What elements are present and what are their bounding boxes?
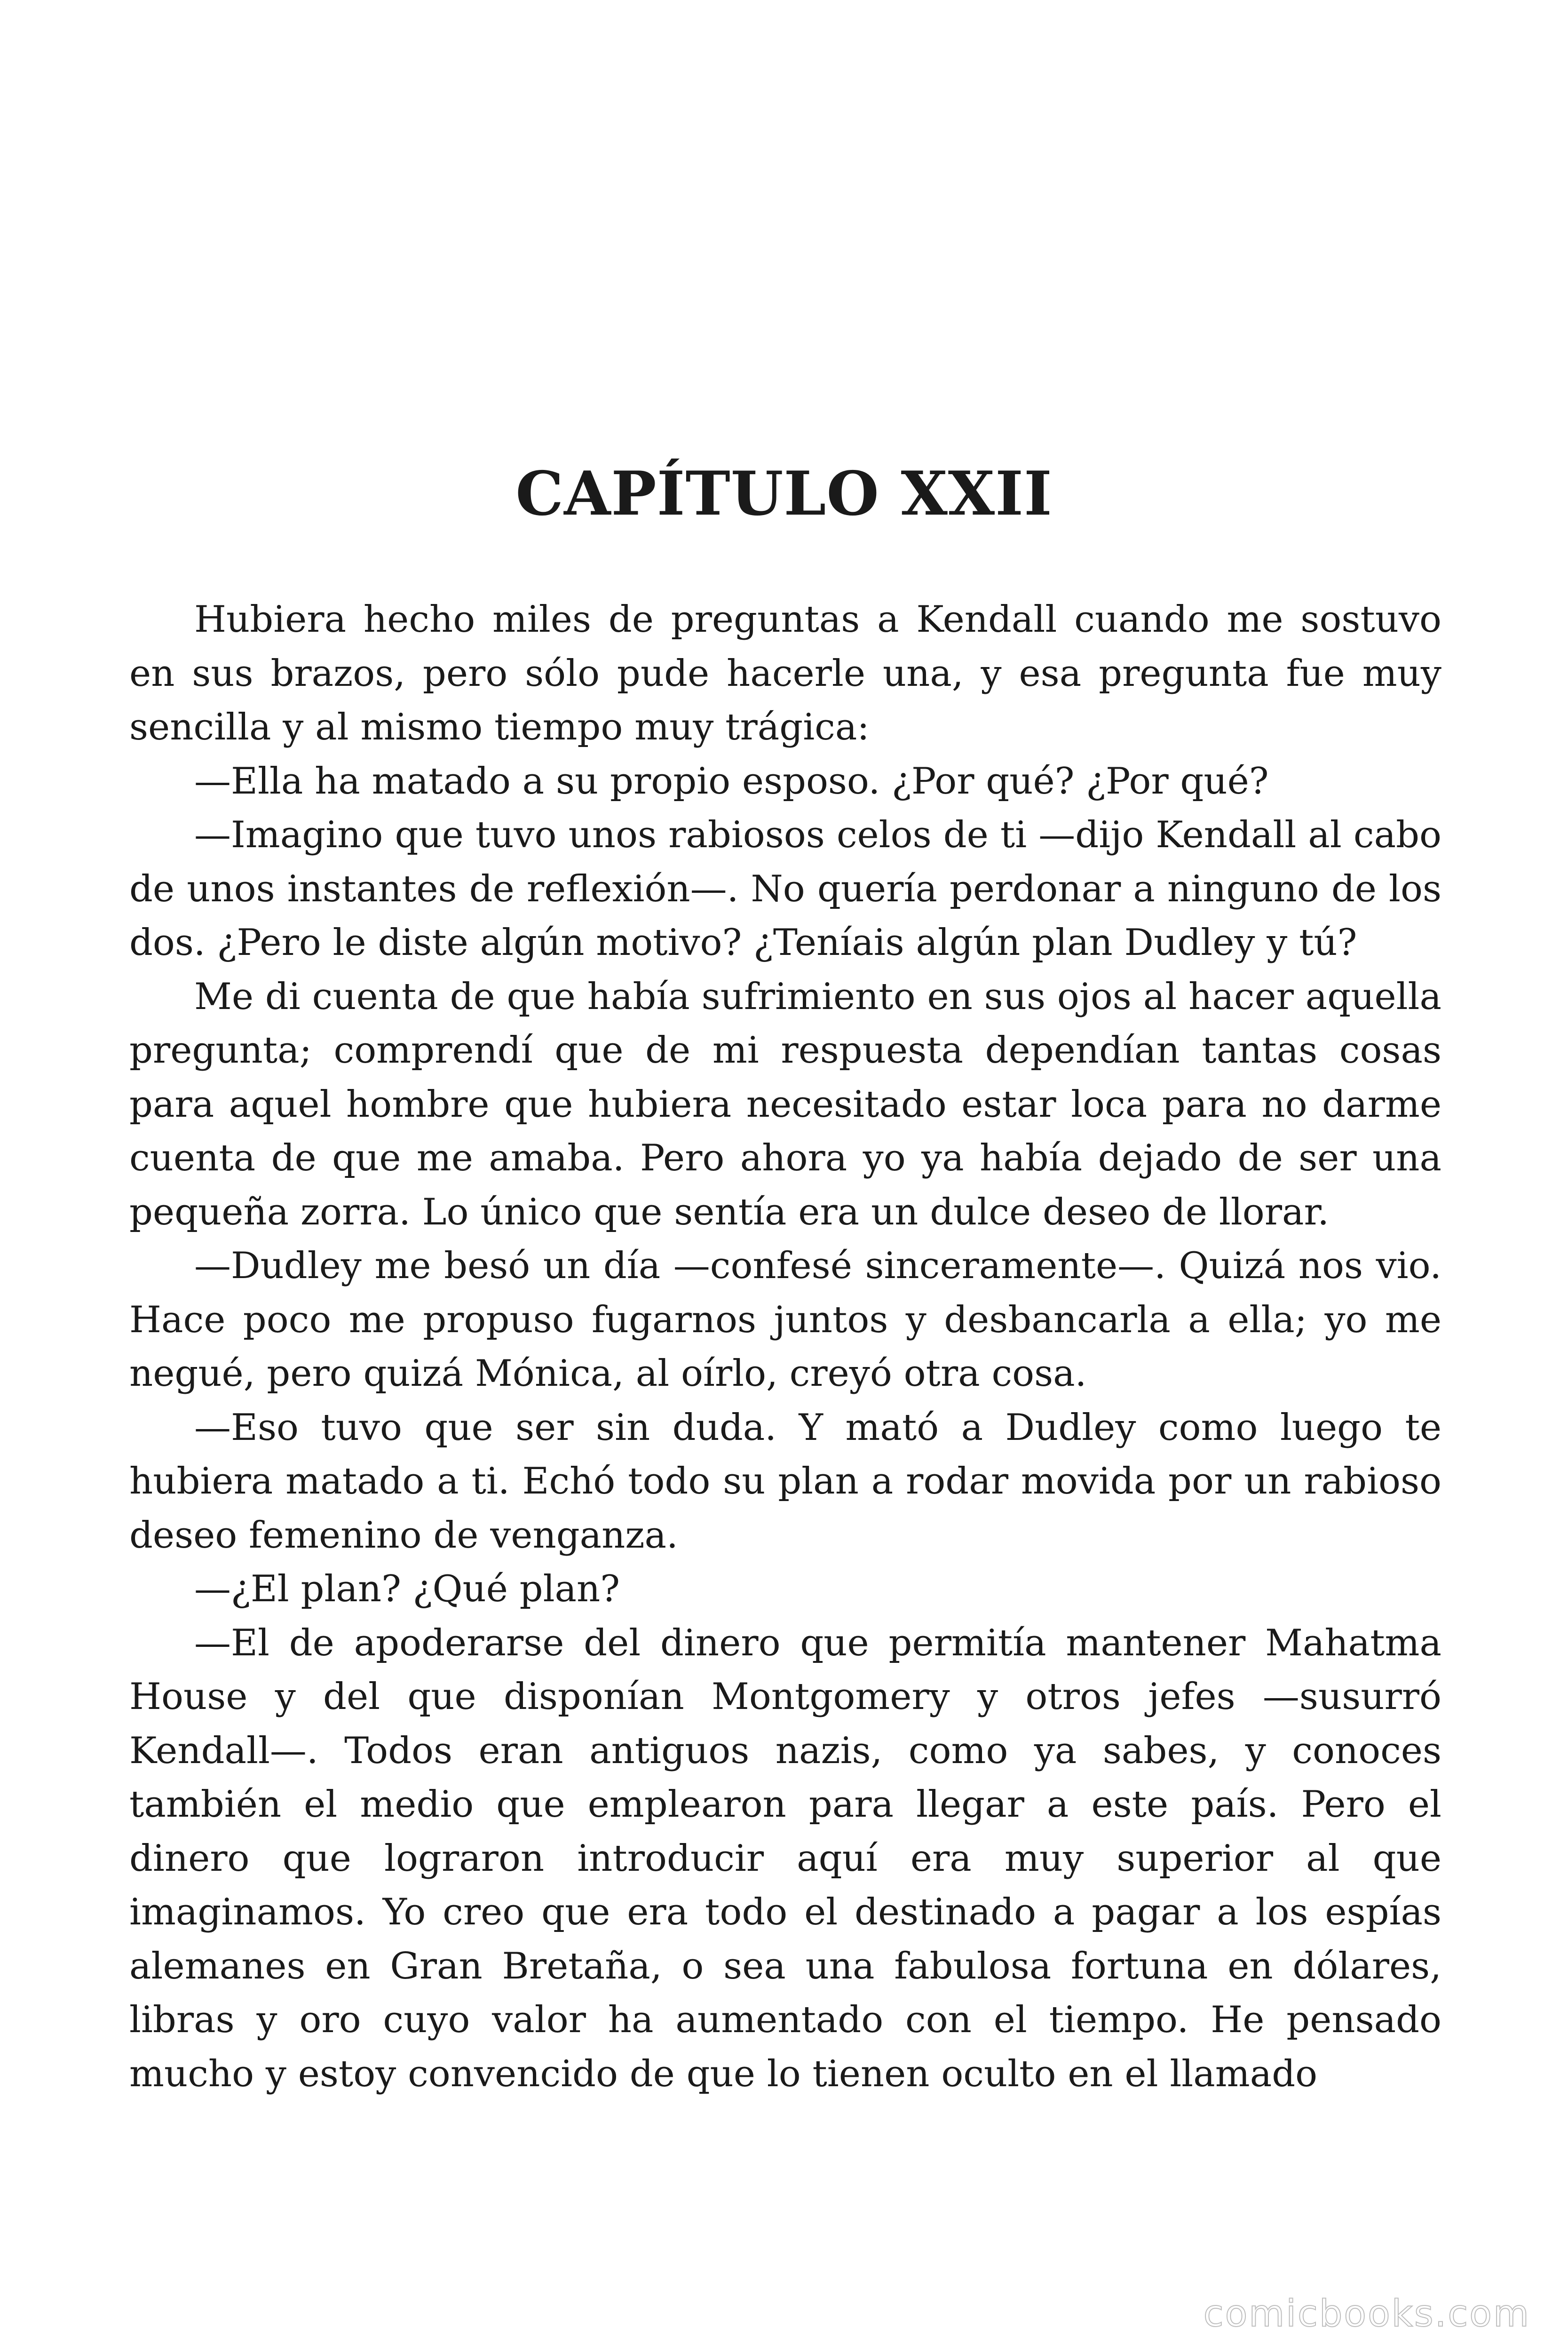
paragraph: —Imagino que tuvo unos rabiosos celos de ti —dijo Kendall al cabo de unos instantes de reflexión—. No quería perdonar a ninguno de los dos. ¿Pero le diste algún motivo? ¿Teníais algún plan Dudley y tú? [129,814,1441,964]
paragraph: —¿El plan? ¿Qué plan? [194,1568,620,1610]
paragraph: —El de apoderarse del dinero que permitía mantener Mahatma House y del que disponían Montgomery y otros jefes —susurró Kendall—. Todos eran antiguos nazis, como ya sabes, y conoces también el medio que emplearon para llegar a este país. Pero el dinero que lograron introducir aquí era muy superior al que imaginamos. Yo creo que era todo el destinado a pagar a los espías alemanes en Gran Bretaña, o sea una fabulosa fortuna en dólares, libras y oro cuyo valor ha aumentado con el tiempo. He pensado mucho y estoy convencido de que lo tienen oculto en el llamado [129,1621,1441,2095]
chapter-title: CAPÍTULO XXII [515,459,1053,529]
paragraph: —Eso tuvo que ser sin duda. Y mató a Dudley como luego te hubiera matado a ti. Echó todo su plan a rodar movida por un rabioso deseo femenino de venganza. [129,1406,1441,1557]
watermark: comicbooks.com [1203,2293,1530,2335]
paragraph: Hubiera hecho miles de preguntas a Kendall cuando me sostuvo en sus brazos, pero sólo pude hacerle una, y esa pregunta fue muy sencilla y al mismo tiempo muy trágica: [129,598,1441,748]
paragraph: —Ella ha matado a su propio esposo. ¿Por qué? ¿Por qué? [194,760,1269,803]
chapter-body [129,593,1441,2101]
paragraph: —Dudley me besó un día —confesé sinceramente—. Quizá nos vio. Hace poco me propuso fugarnos juntos y desbancarla a ella; yo me negué, pero quizá Mónica, al oírlo, creyó otra cosa. [129,1245,1441,1395]
paragraph: Me di cuenta de que había sufrimiento en sus ojos al hacer aquella pregunta; comprendí que de mi respuesta dependían tantas cosas para aquel hombre que hubiera necesitado estar loca para no darme cuenta de que me amaba. Pero ahora yo ya había dejado de ser una pequeña zorra. Lo único que sentía era un dulce deseo de llorar. [129,975,1441,1233]
